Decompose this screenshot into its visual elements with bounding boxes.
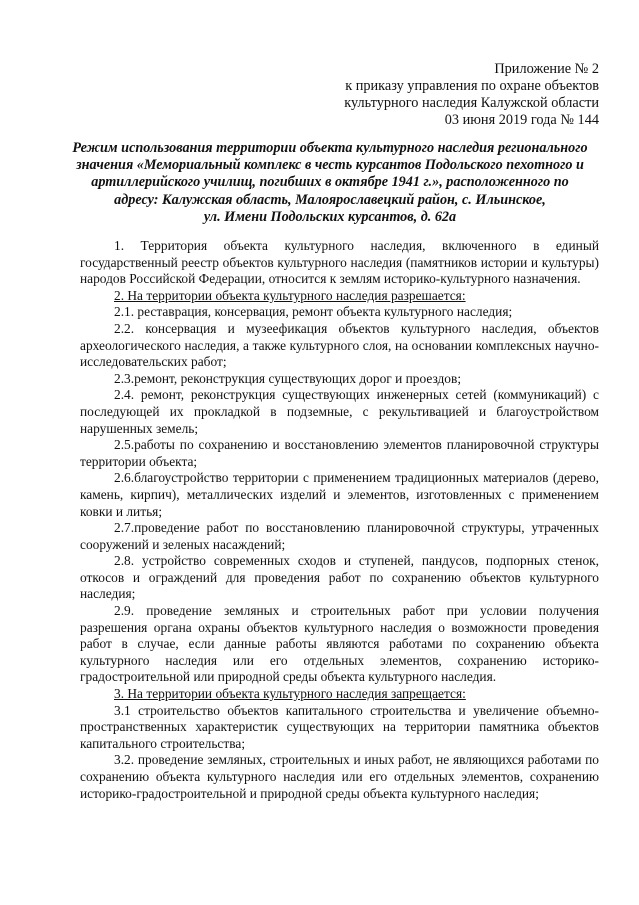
paragraph-3-1: 3.1 строительство объектов капитального строительства и увеличение объемно-пространственных характеристик существующих на территории памятника объектов капитального строительства; [80, 702, 599, 751]
paragraph-1: 1. Территория объекта культурного наследия, включенного в единый государственный реестр объектов культурного наследия (памятников истории и культуры) народов Российской Федерации, относится к землям историко-культурного назначения. [80, 238, 599, 287]
document-title [60, 140, 600, 226]
appendix-authority: культурного наследия Калужской области [344, 95, 599, 111]
section-heading-prohibited: 3. На территории объекта культурного наследия запрещается: [114, 686, 466, 702]
appendix-order-ref: к приказу управления по охране объектов [345, 78, 599, 94]
appendix-date: 03 июня 2019 года № 144 [444, 112, 599, 128]
paragraph-2-8: 2.8. устройство современных сходов и ступеней, пандусов, подпорных стенок, откосов и ограждений для проведения работ по сохранению объектов культурного наследия; [80, 553, 599, 602]
title-line: ул. Имени Подольских курсантов, д. 62а [203, 208, 457, 225]
document-body [80, 238, 599, 802]
title-line: артиллерийского училищ, погибших в октябре 1941 г.», расположенного по [91, 174, 569, 191]
paragraph-3-2: 3.2. проведение земляных, строительных и иных работ, не являющихся работами по сохранению объекта культурного наследия или его отдельных элементов, сохранению историко-градостроительной и природной среды объекта культурного наследия; [80, 752, 599, 801]
paragraph-2-9: 2.9. проведение земляных и строительных работ при условии получения разрешения органа охраны объектов культурного наследия о возможности проведения работ в случае, если данные работы являются работами по сохранению объекта культурного наследия или его отдельных элементов, сохранению историко-градостроительной или природной среды объекта культурного наследия. [80, 603, 599, 685]
paragraph-2-1: 2.1. реставрация, консервация, ремонт объекта культурного наследия; [114, 304, 513, 320]
appendix-header [269, 61, 599, 129]
paragraph-2-6: 2.6.благоустройство территории с применением традиционных материалов (дерево, камень, кирпич), металлических изделий и элементов, изготовленных с применением ковки и литья; [80, 470, 599, 519]
paragraph-2-5: 2.5.работы по сохранению и восстановлению элементов планировочной структуры территории объекта; [80, 437, 599, 469]
paragraph-2-7: 2.7.проведение работ по восстановлению планировочной структуры, утраченных сооружений и зеленых насаждений; [80, 520, 599, 552]
title-line: Режим использования территории объекта культурного наследия регионального [72, 140, 588, 156]
paragraph-2-4: 2.4. ремонт, реконструкция существующих инженерных сетей (коммуникаций) с последующей их прокладкой в подземные, с рекультивацией и благоустройством нарушенных земель; [80, 387, 599, 436]
title-line: значения «Мемориальный комплекс в честь курсантов Подольского пехотного и [76, 157, 584, 174]
appendix-number: Приложение № 2 [494, 61, 599, 77]
paragraph-2-3: 2.3.ремонт, реконструкция существующих дорог и проездов; [114, 370, 462, 386]
paragraph-2-2: 2.2. консервация и музеефикация объектов культурного наследия, объектов археологического наследия, а также культурного слоя, на основании комплексных научно-исследовательских работ; [80, 320, 599, 370]
title-line: адресу: Калужская область, Малоярославецкий район, с. Ильинское, [114, 191, 546, 208]
section-heading-permitted: 2. На территории объекта культурного наследия разрешается: [114, 287, 466, 303]
